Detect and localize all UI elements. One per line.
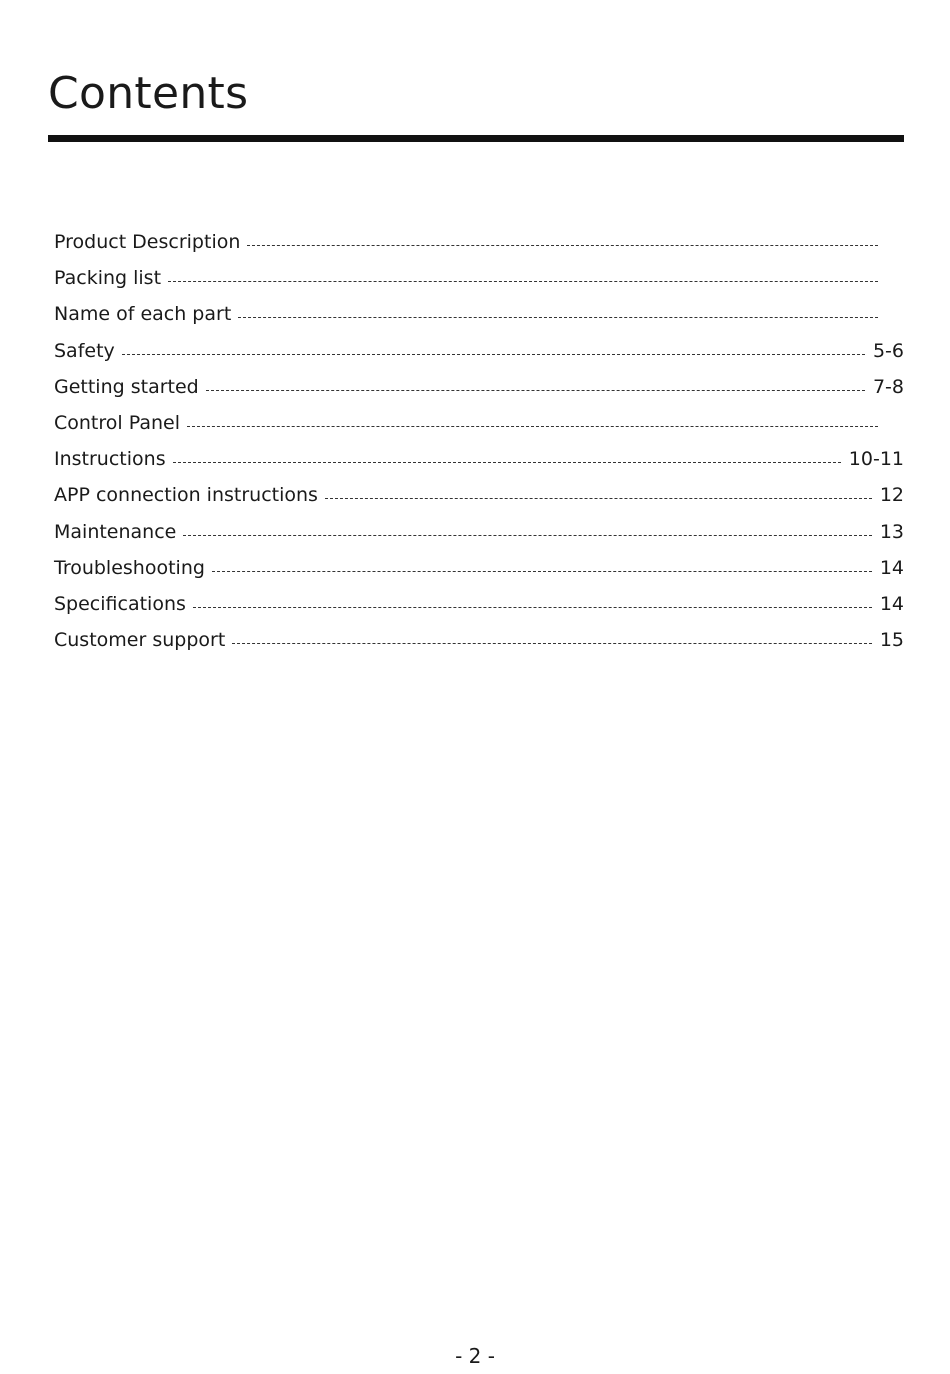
toc-dot-leader (173, 462, 841, 463)
toc-entry-packing-list[interactable] (54, 260, 904, 296)
toc-dot-leader (238, 317, 878, 318)
toc-entry-customer-support[interactable] (54, 622, 904, 658)
table-of-contents (54, 224, 904, 658)
toc-entry-control-panel[interactable] (54, 405, 904, 441)
toc-dot-leader (193, 607, 872, 608)
toc-dot-leader (187, 426, 878, 427)
toc-entry-getting-started[interactable] (54, 369, 904, 405)
toc-entry-app-connection-instructions[interactable] (54, 477, 904, 513)
toc-entry-product-description[interactable] (54, 224, 904, 260)
toc-entry-maintenance[interactable] (54, 514, 904, 550)
toc-entry-page: 14 (879, 556, 904, 579)
toc-entry-label: Control Panel (54, 411, 180, 434)
toc-dot-leader (206, 390, 865, 391)
toc-entry-instructions[interactable] (54, 441, 904, 477)
toc-entry-troubleshooting[interactable] (54, 550, 904, 586)
toc-dot-leader (183, 535, 871, 536)
toc-entry-label: APP connection instructions (54, 484, 318, 507)
toc-entry-label: Product Description (54, 231, 241, 253)
toc-entry-page: 7-8 (872, 375, 904, 398)
page-title: Contents (48, 68, 249, 119)
toc-entry-label: Name of each part (54, 303, 232, 326)
toc-entry-page: 12 (879, 484, 904, 507)
toc-entry-name-of-each-part[interactable] (54, 296, 904, 332)
toc-entry-page: 14 (879, 592, 904, 615)
title-divider (48, 135, 904, 142)
toc-entry-page: 15 (879, 629, 904, 652)
toc-entry-specifications[interactable] (54, 586, 904, 622)
toc-dot-leader (325, 498, 872, 499)
toc-dot-leader (232, 643, 872, 644)
toc-dot-leader (247, 245, 878, 246)
toc-entry-page: 13 (879, 520, 904, 543)
toc-entry-label: Troubleshooting (54, 556, 205, 579)
toc-entry-page: 5-6 (872, 339, 904, 362)
toc-entry-label: Instructions (54, 448, 166, 471)
toc-entry-label: Safety (54, 339, 115, 362)
toc-entry-page: 10-11 (848, 448, 904, 471)
toc-entry-safety[interactable] (54, 333, 904, 369)
toc-entry-label: Customer support (54, 629, 226, 652)
page-number: - 2 - (455, 1344, 495, 1368)
toc-entry-label: Specifications (54, 592, 186, 615)
toc-entry-label: Packing list (54, 267, 162, 290)
toc-dot-leader (122, 354, 865, 355)
toc-dot-leader (212, 571, 872, 572)
toc-entry-label: Getting started (54, 375, 199, 398)
toc-dot-leader (168, 281, 878, 282)
toc-entry-label: Maintenance (54, 520, 177, 543)
